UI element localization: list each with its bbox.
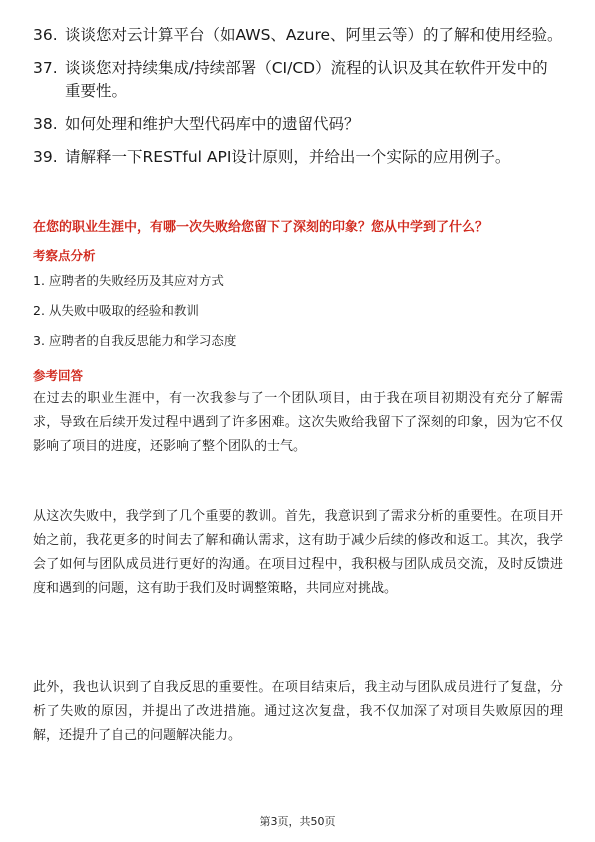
question-item xyxy=(33,57,563,103)
reference-heading: 参考回答 xyxy=(33,368,84,383)
question-number: 37. xyxy=(33,59,58,77)
question-number: 39. xyxy=(33,148,58,166)
question-text: 如何处理和维护大型代码库中的遗留代码？ xyxy=(65,115,360,133)
page-footer: 第3页，共50页 xyxy=(259,815,336,828)
analysis-point: 3. 应聘者的自我反思能力和学习态度 xyxy=(33,333,237,348)
question-text: 谈谈您对云计算平台（如AWS、Azure、阿里云等）的了解和使用经验。 xyxy=(65,26,563,44)
question-item xyxy=(33,113,563,136)
answer-paragraph: 从这次失败中，我学到了几个重要的教训。首先，我意识到了需求分析的重要性。在项目开始之前，我花更多的时间去了解和确认需求，这有助于减少后续的修改和返工。其次，我学会了如何与团队成员进行更好的沟通。在项目过程中，我积极与团队成员交流，及时反馈进度和遇到的问题，这有助于我们及时调整策略，共同应对挑战。 xyxy=(33,509,563,596)
question-item xyxy=(33,24,563,47)
analysis-heading: 考察点分析 xyxy=(33,248,96,263)
analysis-point: 2. 从失败中吸取的经验和教训 xyxy=(33,303,199,318)
question-text: 谈谈您对持续集成/持续部署（CI/CD）流程的认识及其在软件开发中的重要性。 xyxy=(65,59,548,100)
question-number: 36. xyxy=(33,26,58,44)
analysis-point: 1. 应聘者的失败经历及其应对方式 xyxy=(33,273,224,288)
question-text: 请解释一下RESTful API设计原则，并给出一个实际的应用例子。 xyxy=(65,148,511,166)
question-item xyxy=(33,146,563,169)
answer-paragraph: 在过去的职业生涯中，有一次我参与了一个团队项目，由于我在项目初期没有充分了解需求，导致在后续开发过程中遇到了许多困难。这次失败给我留下了深刻的印象，因为它不仅影响了项目的进度，还影响了整个团队的士气。 xyxy=(33,391,563,454)
question-list xyxy=(33,24,563,179)
featured-question: 在您的职业生涯中，有哪一次失败给您留下了深刻的印象？您从中学到了什么？ xyxy=(33,220,489,235)
analysis-points xyxy=(33,272,563,362)
question-number: 38. xyxy=(33,115,58,133)
answer-paragraph: 此外，我也认识到了自我反思的重要性。在项目结束后，我主动与团队成员进行了复盘，分析了失败的原因，并提出了改进措施。通过这次复盘，我不仅加深了对项目失败原因的理解，还提升了自己的问题解决能力。 xyxy=(33,680,563,743)
